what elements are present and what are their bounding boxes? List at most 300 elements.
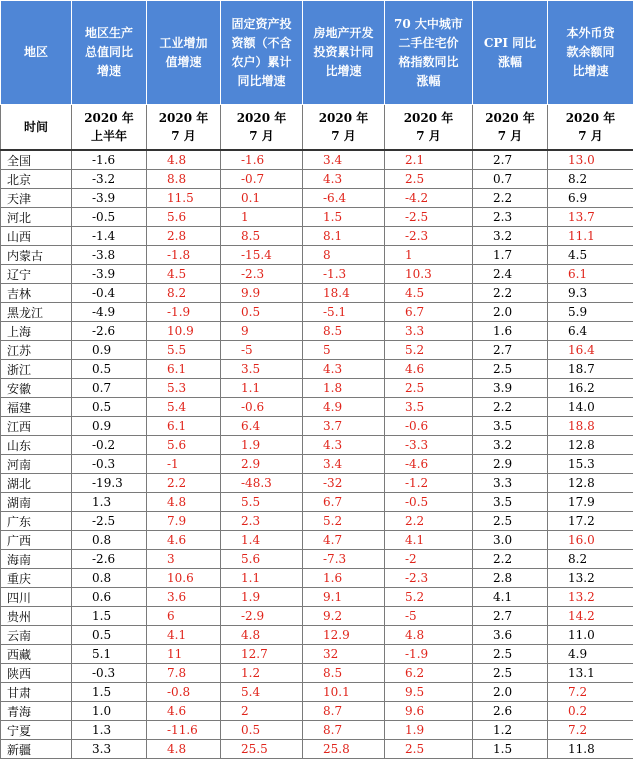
value-cell: 6.7 [385, 303, 473, 322]
value-cell: 2.5 [473, 664, 548, 683]
value-cell: 9.2 [303, 607, 385, 626]
value-cell: -2.5 [72, 512, 147, 531]
table-row [1, 569, 633, 588]
value-cell: 8.2 [548, 170, 633, 189]
period-cell: 2020 年 7 月 [221, 105, 303, 151]
value-cell: 5.6 [147, 436, 221, 455]
value-cell: 1.2 [221, 664, 303, 683]
value-cell: 7.2 [548, 721, 633, 740]
value-cell: -5 [385, 607, 473, 626]
value-cell: 0.5 [72, 398, 147, 417]
table-row [1, 512, 633, 531]
table-row [1, 702, 633, 721]
table-row [1, 150, 633, 170]
region-name: 甘肃 [1, 683, 72, 702]
value-cell: 1.5 [473, 740, 548, 759]
region-name: 山东 [1, 436, 72, 455]
value-cell: 3.3 [72, 740, 147, 759]
value-cell: 14.2 [548, 607, 633, 626]
table-row [1, 170, 633, 189]
region-name: 云南 [1, 626, 72, 645]
table-row [1, 740, 633, 759]
value-cell: 2.2 [385, 512, 473, 531]
value-cell: 11.0 [548, 626, 633, 645]
table-row [1, 550, 633, 569]
value-cell: 5.6 [147, 208, 221, 227]
period-row [1, 105, 633, 151]
value-cell: -6.4 [303, 189, 385, 208]
value-cell: -19.3 [72, 474, 147, 493]
value-cell: 3.5 [385, 398, 473, 417]
value-cell: 3.9 [473, 379, 548, 398]
table-row [1, 588, 633, 607]
value-cell: -48.3 [221, 474, 303, 493]
value-cell: 13.1 [548, 664, 633, 683]
value-cell: 5.2 [385, 341, 473, 360]
value-cell: 4.5 [385, 284, 473, 303]
region-name: 吉林 [1, 284, 72, 303]
table-body [1, 150, 633, 759]
table-row [1, 284, 633, 303]
value-cell: 1.5 [72, 607, 147, 626]
value-cell: 17.2 [548, 512, 633, 531]
header-cpi: CPI 同比 涨幅 [473, 1, 548, 105]
header-fixed-asset-investment: 固定资产投 资额（不含 农户）累计 同比增速 [221, 1, 303, 105]
header-housing-price-index: 70 大中城市 二手住宅价 格指数同比 涨幅 [385, 1, 473, 105]
value-cell: -0.6 [221, 398, 303, 417]
value-cell: 3.4 [303, 455, 385, 474]
value-cell: -3.8 [72, 246, 147, 265]
value-cell: 6.1 [147, 360, 221, 379]
table-row [1, 246, 633, 265]
value-cell: 6.1 [147, 417, 221, 436]
value-cell: 9.5 [385, 683, 473, 702]
value-cell: 2.5 [385, 170, 473, 189]
value-cell: 4.9 [303, 398, 385, 417]
value-cell: 3.4 [303, 150, 385, 170]
value-cell: 6 [147, 607, 221, 626]
value-cell: 6.1 [548, 265, 633, 284]
value-cell: 17.9 [548, 493, 633, 512]
table-row [1, 721, 633, 740]
value-cell: 8.5 [303, 322, 385, 341]
period-cell: 2020 年 7 月 [147, 105, 221, 151]
value-cell: 0.5 [72, 360, 147, 379]
value-cell: -2.5 [385, 208, 473, 227]
region-name: 西藏 [1, 645, 72, 664]
table-row [1, 474, 633, 493]
value-cell: -2.9 [221, 607, 303, 626]
value-cell: 7.2 [548, 683, 633, 702]
value-cell: -0.3 [72, 664, 147, 683]
table-row [1, 265, 633, 284]
value-cell: -3.2 [72, 170, 147, 189]
value-cell: 5.2 [303, 512, 385, 531]
value-cell: 3.6 [147, 588, 221, 607]
value-cell: 6.2 [385, 664, 473, 683]
value-cell: 8.8 [147, 170, 221, 189]
table-row [1, 683, 633, 702]
table-row [1, 531, 633, 550]
value-cell: 1.3 [72, 721, 147, 740]
value-cell: 4.5 [548, 246, 633, 265]
value-cell: -0.5 [385, 493, 473, 512]
value-cell: -2.6 [72, 550, 147, 569]
value-cell: 16.2 [548, 379, 633, 398]
value-cell: 2.5 [385, 740, 473, 759]
region-name: 贵州 [1, 607, 72, 626]
value-cell: 13.2 [548, 588, 633, 607]
table-row [1, 341, 633, 360]
header-real-estate-investment: 房地产开发 投资累计同 比增速 [303, 1, 385, 105]
value-cell: 4.8 [147, 493, 221, 512]
value-cell: 11 [147, 645, 221, 664]
value-cell: 4.8 [385, 626, 473, 645]
region-name: 上海 [1, 322, 72, 341]
value-cell: 12.7 [221, 645, 303, 664]
region-name: 青海 [1, 702, 72, 721]
region-name: 陕西 [1, 664, 72, 683]
value-cell: 4.5 [147, 265, 221, 284]
value-cell: 9.1 [303, 588, 385, 607]
value-cell: 1.5 [72, 683, 147, 702]
value-cell: 8.5 [303, 664, 385, 683]
value-cell: -4.2 [385, 189, 473, 208]
value-cell: 2.5 [385, 379, 473, 398]
value-cell: 3.6 [473, 626, 548, 645]
value-cell: 2.7 [473, 607, 548, 626]
value-cell: 1.4 [221, 531, 303, 550]
value-cell: 4.3 [303, 436, 385, 455]
value-cell: 5.3 [147, 379, 221, 398]
value-cell: 1 [385, 246, 473, 265]
value-cell: 3.5 [473, 417, 548, 436]
value-cell: 10.3 [385, 265, 473, 284]
table-row [1, 379, 633, 398]
value-cell: 6.9 [548, 189, 633, 208]
value-cell: 8 [303, 246, 385, 265]
value-cell: -4.9 [72, 303, 147, 322]
value-cell: 8.2 [548, 550, 633, 569]
value-cell: 4.9 [548, 645, 633, 664]
region-name: 广东 [1, 512, 72, 531]
header-loan-growth: 本外币贷 款余额同 比增速 [548, 1, 633, 105]
value-cell: 2.9 [473, 455, 548, 474]
value-cell: 1.9 [385, 721, 473, 740]
value-cell: 5.5 [221, 493, 303, 512]
table-row [1, 626, 633, 645]
value-cell: 2.2 [147, 474, 221, 493]
header-industrial-growth: 工业增加 值增速 [147, 1, 221, 105]
value-cell: 1.8 [303, 379, 385, 398]
value-cell: -1.9 [385, 645, 473, 664]
region-name: 海南 [1, 550, 72, 569]
region-name: 河南 [1, 455, 72, 474]
value-cell: 1.7 [473, 246, 548, 265]
period-cell: 2020 年 7 月 [385, 105, 473, 151]
value-cell: 3.3 [473, 474, 548, 493]
region-name: 浙江 [1, 360, 72, 379]
value-cell: 7.9 [147, 512, 221, 531]
table-row [1, 417, 633, 436]
region-name: 四川 [1, 588, 72, 607]
table-row [1, 303, 633, 322]
value-cell: 3.0 [473, 531, 548, 550]
table-row [1, 493, 633, 512]
value-cell: 18.4 [303, 284, 385, 303]
value-cell: 4.1 [147, 626, 221, 645]
value-cell: -7.3 [303, 550, 385, 569]
table-row [1, 189, 633, 208]
value-cell: 0.1 [221, 189, 303, 208]
value-cell: 13.2 [548, 569, 633, 588]
value-cell: 1.3 [72, 493, 147, 512]
value-cell: 0.5 [72, 626, 147, 645]
value-cell: 12.9 [303, 626, 385, 645]
value-cell: -11.6 [147, 721, 221, 740]
value-cell: 14.0 [548, 398, 633, 417]
value-cell: 5.2 [385, 588, 473, 607]
table-row [1, 455, 633, 474]
value-cell: 2.0 [473, 303, 548, 322]
period-cell: 2020 年 7 月 [303, 105, 385, 151]
value-cell: -1.8 [147, 246, 221, 265]
value-cell: 7.8 [147, 664, 221, 683]
value-cell: -1.2 [385, 474, 473, 493]
value-cell: 3.2 [473, 436, 548, 455]
value-cell: 3.5 [221, 360, 303, 379]
value-cell: 3.3 [385, 322, 473, 341]
region-name: 山西 [1, 227, 72, 246]
value-cell: 8.7 [303, 702, 385, 721]
region-name: 河北 [1, 208, 72, 227]
region-name: 全国 [1, 150, 72, 170]
value-cell: 18.8 [548, 417, 633, 436]
value-cell: 2.1 [385, 150, 473, 170]
value-cell: 11.5 [147, 189, 221, 208]
value-cell: 9.3 [548, 284, 633, 303]
value-cell: 4.8 [147, 740, 221, 759]
table-row [1, 227, 633, 246]
period-label: 时间 [1, 105, 72, 151]
value-cell: -1 [147, 455, 221, 474]
value-cell: 0.5 [221, 303, 303, 322]
header-gdp-growth: 地区生产 总值同比 增速 [72, 1, 147, 105]
region-name: 天津 [1, 189, 72, 208]
value-cell: 11.8 [548, 740, 633, 759]
value-cell: -0.8 [147, 683, 221, 702]
value-cell: 5.9 [548, 303, 633, 322]
value-cell: 3.5 [473, 493, 548, 512]
value-cell: 1.9 [221, 436, 303, 455]
value-cell: 2.3 [473, 208, 548, 227]
region-name: 重庆 [1, 569, 72, 588]
period-cell: 2020 年 7 月 [548, 105, 633, 151]
value-cell: -15.4 [221, 246, 303, 265]
value-cell: 25.5 [221, 740, 303, 759]
region-name: 江西 [1, 417, 72, 436]
value-cell: -3.9 [72, 189, 147, 208]
value-cell: -2 [385, 550, 473, 569]
region-name: 广西 [1, 531, 72, 550]
value-cell: -1.9 [147, 303, 221, 322]
value-cell: 2.8 [473, 569, 548, 588]
value-cell: 13.7 [548, 208, 633, 227]
value-cell: 4.6 [385, 360, 473, 379]
value-cell: -4.6 [385, 455, 473, 474]
value-cell: 5.6 [221, 550, 303, 569]
value-cell: 4.6 [147, 531, 221, 550]
value-cell: 5 [303, 341, 385, 360]
value-cell: -0.4 [72, 284, 147, 303]
region-name: 安徽 [1, 379, 72, 398]
value-cell: 1.1 [221, 569, 303, 588]
region-name: 湖北 [1, 474, 72, 493]
value-cell: 4.3 [303, 360, 385, 379]
value-cell: 4.6 [147, 702, 221, 721]
region-name: 福建 [1, 398, 72, 417]
value-cell: 9 [221, 322, 303, 341]
value-cell: 1.0 [72, 702, 147, 721]
value-cell: 2.5 [473, 645, 548, 664]
value-cell: 0.9 [72, 417, 147, 436]
value-cell: 16.4 [548, 341, 633, 360]
value-cell: 0.5 [221, 721, 303, 740]
value-cell: -0.3 [72, 455, 147, 474]
value-cell: -3.3 [385, 436, 473, 455]
value-cell: 8.2 [147, 284, 221, 303]
value-cell: 5.4 [221, 683, 303, 702]
value-cell: 2 [221, 702, 303, 721]
value-cell: 2.2 [473, 550, 548, 569]
value-cell: 0.2 [548, 702, 633, 721]
value-cell: 2.9 [221, 455, 303, 474]
table-row [1, 436, 633, 455]
value-cell: 15.3 [548, 455, 633, 474]
value-cell: 10.1 [303, 683, 385, 702]
value-cell: -1.4 [72, 227, 147, 246]
value-cell: 2.8 [147, 227, 221, 246]
table-row [1, 607, 633, 626]
value-cell: 6.4 [221, 417, 303, 436]
value-cell: 9.9 [221, 284, 303, 303]
value-cell: 10.9 [147, 322, 221, 341]
value-cell: -3.9 [72, 265, 147, 284]
value-cell: 2.3 [221, 512, 303, 531]
region-name: 江苏 [1, 341, 72, 360]
value-cell: 3.7 [303, 417, 385, 436]
value-cell: 9.6 [385, 702, 473, 721]
value-cell: 11.1 [548, 227, 633, 246]
value-cell: 8.7 [303, 721, 385, 740]
value-cell: -1.6 [221, 150, 303, 170]
value-cell: -32 [303, 474, 385, 493]
table-row [1, 360, 633, 379]
value-cell: 2.2 [473, 398, 548, 417]
table-row [1, 645, 633, 664]
value-cell: 1.1 [221, 379, 303, 398]
value-cell: 12.8 [548, 436, 633, 455]
table-row [1, 322, 633, 341]
value-cell: 0.8 [72, 531, 147, 550]
value-cell: -0.5 [72, 208, 147, 227]
value-cell: -2.3 [385, 227, 473, 246]
table-row [1, 664, 633, 683]
value-cell: 10.6 [147, 569, 221, 588]
value-cell: 2.0 [473, 683, 548, 702]
value-cell: 2.2 [473, 189, 548, 208]
value-cell: 4.1 [473, 588, 548, 607]
value-cell: 2.2 [473, 284, 548, 303]
region-name: 新疆 [1, 740, 72, 759]
value-cell: 6.4 [548, 322, 633, 341]
value-cell: 5.4 [147, 398, 221, 417]
value-cell: 2.7 [473, 150, 548, 170]
value-cell: 13.0 [548, 150, 633, 170]
value-cell: 2.5 [473, 360, 548, 379]
value-cell: 1.9 [221, 588, 303, 607]
value-cell: 16.0 [548, 531, 633, 550]
value-cell: 0.6 [72, 588, 147, 607]
value-cell: 1.5 [303, 208, 385, 227]
value-cell: 3.2 [473, 227, 548, 246]
value-cell: -5 [221, 341, 303, 360]
table-row [1, 398, 633, 417]
region-name: 湖南 [1, 493, 72, 512]
value-cell: 2.7 [473, 341, 548, 360]
value-cell: -0.6 [385, 417, 473, 436]
value-cell: 18.7 [548, 360, 633, 379]
period-cell: 2020 年 上半年 [72, 105, 147, 151]
header-region: 地区 [1, 1, 72, 105]
value-cell: 1 [221, 208, 303, 227]
value-cell: 8.1 [303, 227, 385, 246]
region-name: 北京 [1, 170, 72, 189]
value-cell: 4.1 [385, 531, 473, 550]
value-cell: 2.4 [473, 265, 548, 284]
value-cell: -1.3 [303, 265, 385, 284]
region-name: 黑龙江 [1, 303, 72, 322]
value-cell: 2.6 [473, 702, 548, 721]
value-cell: -0.2 [72, 436, 147, 455]
value-cell: 3 [147, 550, 221, 569]
period-cell: 2020 年 7 月 [473, 105, 548, 151]
value-cell: 1.6 [303, 569, 385, 588]
value-cell: 2.5 [473, 512, 548, 531]
value-cell: 32 [303, 645, 385, 664]
value-cell: 1.6 [473, 322, 548, 341]
value-cell: -0.7 [221, 170, 303, 189]
value-cell: 5.5 [147, 341, 221, 360]
value-cell: 4.3 [303, 170, 385, 189]
value-cell: 0.7 [473, 170, 548, 189]
value-cell: -1.6 [72, 150, 147, 170]
region-name: 辽宁 [1, 265, 72, 284]
region-name: 宁夏 [1, 721, 72, 740]
value-cell: 5.1 [72, 645, 147, 664]
value-cell: -2.3 [385, 569, 473, 588]
value-cell: 0.9 [72, 341, 147, 360]
value-cell: 1.2 [473, 721, 548, 740]
value-cell: 0.7 [72, 379, 147, 398]
value-cell: 6.7 [303, 493, 385, 512]
region-name: 内蒙古 [1, 246, 72, 265]
header-row [1, 1, 633, 105]
value-cell: 4.8 [147, 150, 221, 170]
value-cell: -2.6 [72, 322, 147, 341]
value-cell: 0.8 [72, 569, 147, 588]
value-cell: 8.5 [221, 227, 303, 246]
